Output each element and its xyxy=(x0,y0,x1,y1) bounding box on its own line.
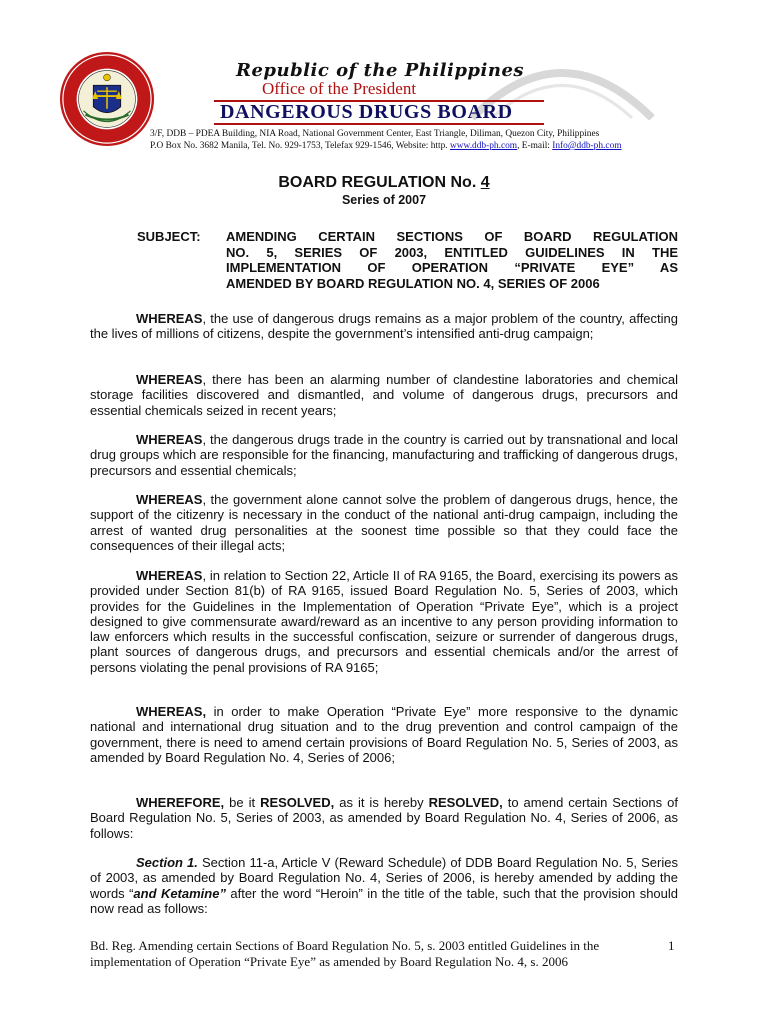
title-prefix: BOARD REGULATION No. xyxy=(278,174,481,191)
paragraph-text: , the government alone cannot solve the problem of dangerous drugs, hence, the support of the citizenry is necessary in the conduct of the national anti-drug campaign, including the arrest of wanted drug personalities at the soonest time possible so that they could face the consequences of their illegal acts; xyxy=(90,492,678,553)
title-number: 4 xyxy=(480,174,490,191)
paragraph-text: after the word “Heroin” in the title of the table, such that the provision should now read as follows: xyxy=(90,885,678,916)
whereas-lead: WHEREAS xyxy=(136,432,203,447)
ketamine-emphasis: and Ketamine” xyxy=(133,885,226,901)
website-link[interactable]: www.ddb-ph.com xyxy=(450,141,518,151)
paragraph-text: , the use of dangerous drugs remains as a major problem of the country, affecting the lives of millions of citizens, despite the government’s intensified anti-drug campaign; xyxy=(90,311,678,342)
address-line-2 xyxy=(150,140,690,152)
letterhead-office: Office of the President xyxy=(262,79,417,98)
paragraph-text: , the dangerous drugs trade in the country is carried out by transnational and local drug groups which are responsible for the financing, manufacturing and trafficking of dangerous drugs, precursors and essential chemicals; xyxy=(90,432,679,478)
paragraph-text: Section 11-a, Article V (Reward Schedule) of DDB Board Regulation No. 5, Series of 2003, as amended by Board Regulation No. 4, Series of 2006, is hereby amended by adding the words “ xyxy=(90,855,678,901)
whereas-lead: WHEREAS xyxy=(136,492,203,507)
whereas-paragraph-3 xyxy=(90,432,678,478)
document-title xyxy=(0,174,768,192)
paragraph-text: to amend certain Sections of Board Regulation No. 5, Series of 2003, as amended by Board Regulation No. 4, Series of 2006, as follows: xyxy=(90,795,678,841)
wherefore-paragraph xyxy=(90,795,678,841)
page-number: 1 xyxy=(668,938,675,953)
paragraph-text: be it xyxy=(224,795,261,810)
ddb-seal-logo xyxy=(58,50,156,148)
whereas-paragraph-2 xyxy=(90,372,678,418)
section-1-paragraph xyxy=(90,855,678,916)
subject-text xyxy=(226,229,678,291)
section-heading: Section 1. xyxy=(136,855,198,870)
whereas-lead: WHEREAS, xyxy=(136,704,207,719)
paragraph-text: , in relation to Section 22, Article II of RA 9165, the Board, exercising its powers as provided under Section 81(b) of RA 9165, issued Board Regulation No. 5, Series of 2003, which provides for the Guidelines in the Implementation of Operation “Private Eye”, which is a project designed to give commensurate award/reward as an incentive to any person providing information to law enforcers which results in the successful confiscation, seizure or surrender of dangerous drugs, plant sources of dangerous drugs, and precursors and essential chemicals and/or the arrest of persons violating the penal provisions of RA 9165; xyxy=(90,568,678,675)
letterhead-address xyxy=(150,128,690,152)
whereas-lead: WHEREAS xyxy=(136,372,203,387)
email-link[interactable]: Info@ddb-ph.com xyxy=(552,141,622,151)
paragraph-text: as it is hereby xyxy=(334,795,429,810)
resolved-emphasis: RESOLVED, xyxy=(260,795,335,810)
subject-label: SUBJECT: xyxy=(137,229,201,244)
page-footer: Bd. Reg. Amending certain Sections of Board Regulation No. 5, s. 2003 entitled Guidelines in the implementation of Operation “Private Eye” as amended by Board Regulation No. 4, s. 2006 xyxy=(90,938,600,969)
wherefore-lead: WHEREFORE, xyxy=(136,795,225,810)
document-series: Series of 2007 xyxy=(341,193,427,207)
whereas-paragraph-5 xyxy=(90,568,678,675)
subject-line: AMENDING CERTAIN SECTIONS OF BOARD REGULATION xyxy=(226,229,678,244)
subject-line: IMPLEMENTATION OF OPERATION “PRIVATE EYE” AS xyxy=(226,260,678,275)
subject-line: AMENDED BY BOARD REGULATION NO. 4, SERIES OF 2006 xyxy=(226,275,600,291)
letterhead-board-name: DANGEROUS DRUGS BOARD xyxy=(220,101,513,123)
subject-line: NO. 5, SERIES OF 2003, ENTITLED GUIDELINES IN THE xyxy=(226,244,678,260)
whereas-paragraph-4 xyxy=(90,492,678,553)
letterhead-republic: Republic of the Philippines xyxy=(236,60,525,81)
address-email-label: , E-mail: xyxy=(517,141,553,151)
resolved-emphasis: RESOLVED, xyxy=(428,795,503,810)
paragraph-text: , there has been an alarming number of clandestine laboratories and chemical storage facilities discovered and dismantled, and volume of dangerous drugs, precursors and essential chemicals seized in recent years; xyxy=(90,372,678,418)
paragraph-text: in order to make Operation “Private Eye” more responsive to the dynamic national and international drug situation and to the drug prevention and control campaign of the government, there is need to amend certain provisions of Board Regulation No. 5, Series of 2003, as amended by Board Regulation No. 4, Series of 2006; xyxy=(90,704,678,765)
whereas-lead: WHEREAS xyxy=(136,311,203,326)
address-contact: P.O Box No. 3682 Manila, Tel. No. 929-1753, Telefax 929-1546, Website: http. xyxy=(150,141,450,151)
whereas-paragraph-6 xyxy=(90,704,678,765)
whereas-paragraph-1 xyxy=(90,311,678,342)
whereas-lead: WHEREAS xyxy=(136,568,203,583)
address-line-1: 3/F, DDB – PDEA Building, NIA Road, National Government Center, East Triangle, Diliman, Quezon City, Philippines xyxy=(150,129,600,139)
